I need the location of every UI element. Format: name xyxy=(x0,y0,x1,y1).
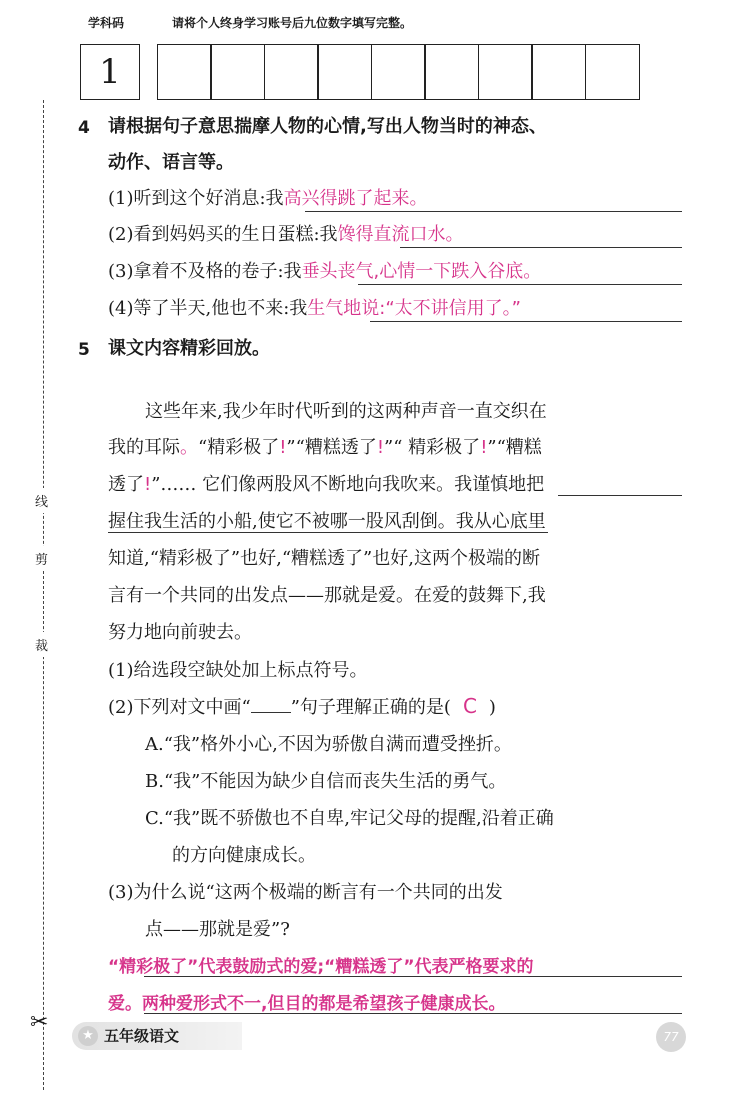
answer-underline xyxy=(400,247,682,248)
q5-sub2-text: ) xyxy=(488,697,496,718)
passage-text: 。我从心底里 xyxy=(437,511,546,532)
star-icon: ★ xyxy=(78,1026,98,1046)
q4-item-answer: 馋得直流口水。 xyxy=(337,224,464,245)
q5-sub3: (3)为什么说“这两个极端的断言有一个共同的出发 xyxy=(108,882,503,903)
digit-box[interactable] xyxy=(210,44,265,100)
passage-text: 我谨慎地把 xyxy=(454,474,545,495)
digit-box[interactable] xyxy=(157,44,212,100)
punct-answer: 。 xyxy=(180,437,198,458)
cut-mark: 线 xyxy=(35,488,48,513)
scissors-icon: ✂ xyxy=(30,1010,49,1035)
answer-underline xyxy=(370,321,682,322)
digit-box[interactable] xyxy=(371,44,426,100)
digit-box[interactable] xyxy=(531,44,586,100)
q5-sub2-text: ”句子理解正确的是( xyxy=(290,697,451,718)
passage-line: 努力地向前驶去。 xyxy=(108,622,252,643)
q4-item xyxy=(108,298,521,320)
punct-answer: ! xyxy=(144,474,152,495)
passage-line xyxy=(108,507,546,533)
passage-line xyxy=(108,433,542,459)
passage-line: 言有一个共同的出发点——那就是爱。在爱的鼓舞下,我 xyxy=(108,585,546,606)
option-c-cont: 的方向健康成长。 xyxy=(172,845,316,866)
punct-answer: ! xyxy=(279,437,287,458)
option-b: B.“我”不能因为缺少自信而丧失生活的勇气。 xyxy=(145,771,507,792)
q5-sub1: (1)给选段空缺处加上标点符号。 xyxy=(108,660,368,681)
cut-mark: 裁 xyxy=(35,632,48,657)
choice-answer: C xyxy=(462,694,477,718)
option-a: A.“我”格外小心,不因为骄傲自满而遭受挫折。 xyxy=(145,734,512,755)
passage-line: 知道,“精彩极了”也好,“糟糕透了”也好,这两个极端的断 xyxy=(108,548,540,569)
answer-underline xyxy=(305,211,682,212)
q4-item-answer: 高兴得跳了起来。 xyxy=(283,188,428,209)
digit-box[interactable] xyxy=(585,44,640,100)
cut-mark: 剪 xyxy=(35,546,48,571)
subject-code-label: 学科码 xyxy=(88,16,125,30)
digit-box[interactable] xyxy=(317,44,372,100)
passage-underline xyxy=(558,495,682,496)
punct-answer: ! xyxy=(480,437,488,458)
q5-title: 课文内容精彩回放。 xyxy=(108,338,270,359)
answer-underline xyxy=(358,284,682,285)
underline-sample xyxy=(251,698,291,713)
digit-box[interactable] xyxy=(424,44,479,100)
book-title: 五年级语文 xyxy=(104,1027,180,1045)
passage-text: ”…… 它们像两股风不断地向我吹来。 xyxy=(151,474,455,495)
digit-box[interactable] xyxy=(478,44,533,100)
question-number: 5 xyxy=(78,340,90,360)
passage-line xyxy=(108,470,544,496)
passage-text: 透了 xyxy=(108,474,144,495)
passage-text: ”“糟糕 xyxy=(487,437,542,458)
answer-underline xyxy=(144,976,682,977)
q5-sub2 xyxy=(108,693,496,719)
q4-item-stem: (4)等了半天,他也不来:我 xyxy=(108,298,308,319)
q5-answer-line: “精彩极了”代表鼓励式的爱;“糟糕透了”代表严格要求的 xyxy=(108,957,534,977)
question-number: 4 xyxy=(78,118,90,138)
option-c: C.“我”既不骄傲也不自卑,牢记父母的提醒,沿着正确 xyxy=(145,808,554,829)
q5-sub2-text: (2)下列对文中画“ xyxy=(108,697,251,718)
q4-item-stem: (1)听到这个好消息:我 xyxy=(108,188,284,209)
page-number: 77 xyxy=(656,1022,686,1052)
q4-item-answer: 垂头丧气,心情一下跌入谷底。 xyxy=(301,261,542,282)
account-instruction: 请将个人终身学习账号后九位数字填写完整。 xyxy=(172,16,413,30)
passage-text: 我的耳际 xyxy=(108,437,180,458)
passage-underline xyxy=(108,532,548,533)
account-code-row xyxy=(80,44,640,100)
passage-text: “精彩极了 xyxy=(198,437,280,458)
passage-text: ”“糟糕透了 xyxy=(286,437,377,458)
cut-line xyxy=(43,100,44,1090)
q4-item xyxy=(108,261,541,283)
q4-item-stem: (3)拿着不及格的卷子:我 xyxy=(108,261,302,282)
q4-item-stem: (2)看到妈妈买的生日蛋糕:我 xyxy=(108,224,338,245)
passage-text: 握住我生活的小船,使它不被哪一股风刮倒 xyxy=(108,511,438,532)
q4-item xyxy=(108,188,428,210)
passage-text: ”“ 精彩极了 xyxy=(384,437,481,458)
q4-item xyxy=(108,224,464,246)
subject-code-box[interactable]: 1 xyxy=(80,44,140,100)
digit-box[interactable] xyxy=(264,44,319,100)
q4-prompt-line1: 请根据句子意思揣摩人物的心情,写出人物当时的神态、 xyxy=(108,116,547,137)
passage-line: 这些年来,我少年时代听到的这两种声音一直交织在 xyxy=(145,401,547,422)
q4-prompt-line2: 动作、语言等。 xyxy=(108,152,234,173)
q5-sub3-cont: 点——那就是爱”? xyxy=(145,919,290,940)
punct-answer: ! xyxy=(376,437,385,458)
answer-underline xyxy=(144,1013,682,1014)
q5-answer-line: 爱。两种爱形式不一,但目的都是希望孩子健康成长。 xyxy=(108,994,506,1014)
q4-item-answer: 生气地说:“太不讲信用了。” xyxy=(307,298,522,319)
